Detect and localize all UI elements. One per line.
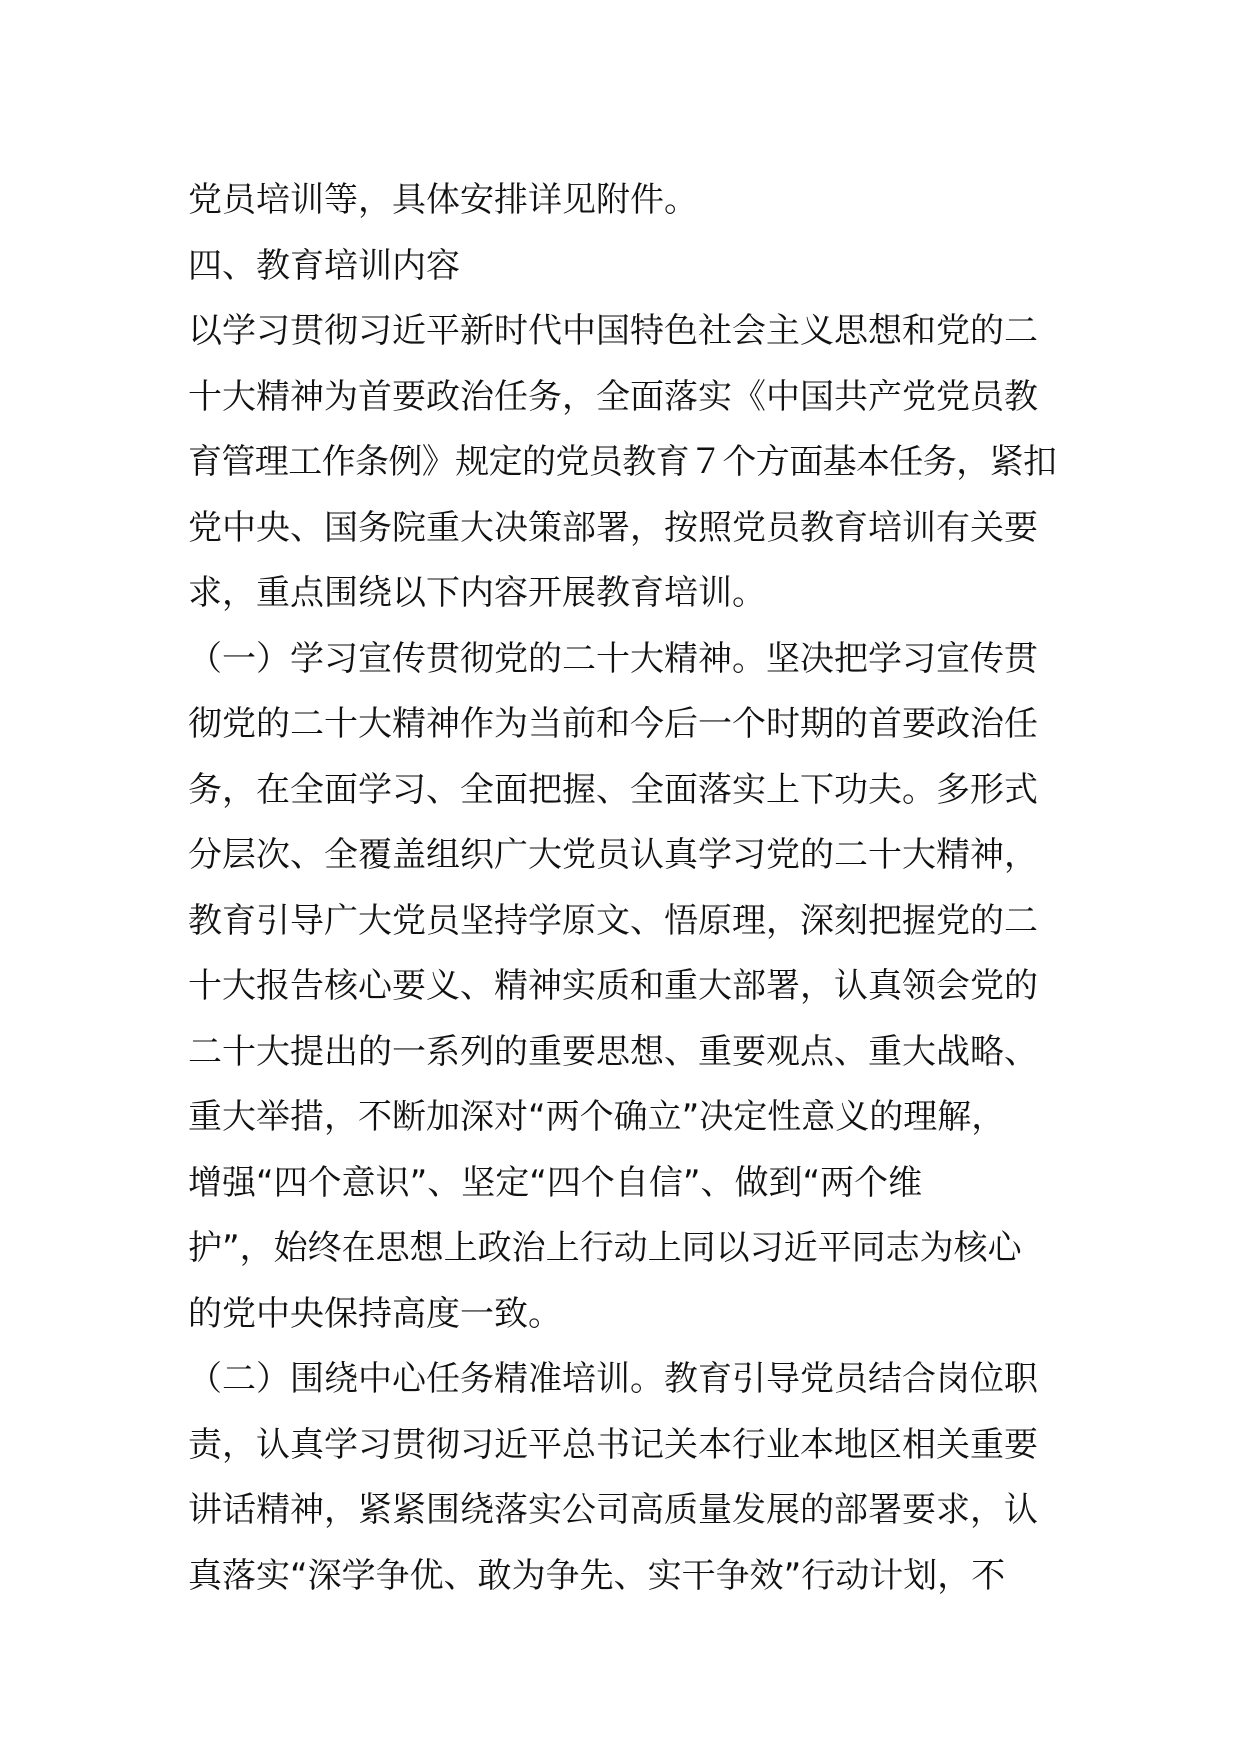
- text-line: 育管理工作条例》规定的党员教育７个方面基本任务，紧扣: [188, 442, 1057, 482]
- text-line: 真落实“深学争优、敢为争先、实干争效”行动计划，不: [188, 1555, 1006, 1596]
- text-line: 讲话精神，紧紧围绕落实公司高质量发展的部署要求，认: [188, 1490, 1038, 1530]
- document-body: [188, 168, 1063, 1609]
- text-line: 十大精神为首要政治任务，全面落实《中国共产党党员教: [188, 376, 1038, 417]
- text-line: 护”，始终在思想上政治上行动上同以习近平同志为核心: [188, 1228, 1022, 1268]
- text-line: 二十大提出的一系列的重要思想、重要观点、重大战略、: [188, 1031, 1038, 1072]
- text-line: 责，认真学习贯彻习近平总书记关本行业本地区相关重要: [188, 1424, 1038, 1465]
- section-heading: 四、教育培训内容: [188, 245, 460, 286]
- text-line: 党员培训等，具体安排详见附件。: [188, 180, 698, 220]
- text-line: 以学习贯彻习近平新时代中国特色社会主义思想和党的二: [188, 311, 1038, 351]
- text-line: 分层次、全覆盖组织广大党员认真学习党的二十大精神，: [188, 835, 1038, 875]
- text-line: 务，在全面学习、全面把握、全面落实上下功夫。多形式: [188, 769, 1038, 810]
- subsection-heading-line: （二）围绕中心任务精准培训。教育引导党员结合岗位职: [188, 1359, 1038, 1399]
- subsection-heading-line: （一）学习宣传贯彻党的二十大精神。坚决把学习宣传贯: [188, 638, 1038, 679]
- text-line: 求，重点围绕以下内容开展教育培训。: [188, 573, 766, 613]
- text-line: 增强“四个意识”、坚定“四个自信”、做到“两个维: [188, 1162, 923, 1203]
- text-line: 教育引导广大党员坚持学原文、悟原理，深刻把握党的二: [188, 900, 1038, 941]
- text-line: 十大报告核心要义、精神实质和重大部署，认真领会党的: [188, 966, 1038, 1006]
- text-line: 党中央、国务院重大决策部署，按照党员教育培训有关要: [188, 507, 1038, 548]
- text-line: 彻党的二十大精神作为当前和今后一个时期的首要政治任: [188, 704, 1038, 744]
- text-line: 重大举措，不断加深对“两个确立”决定性意义的理解，: [188, 1097, 1006, 1137]
- text-line: 的党中央保持高度一致。: [188, 1293, 562, 1334]
